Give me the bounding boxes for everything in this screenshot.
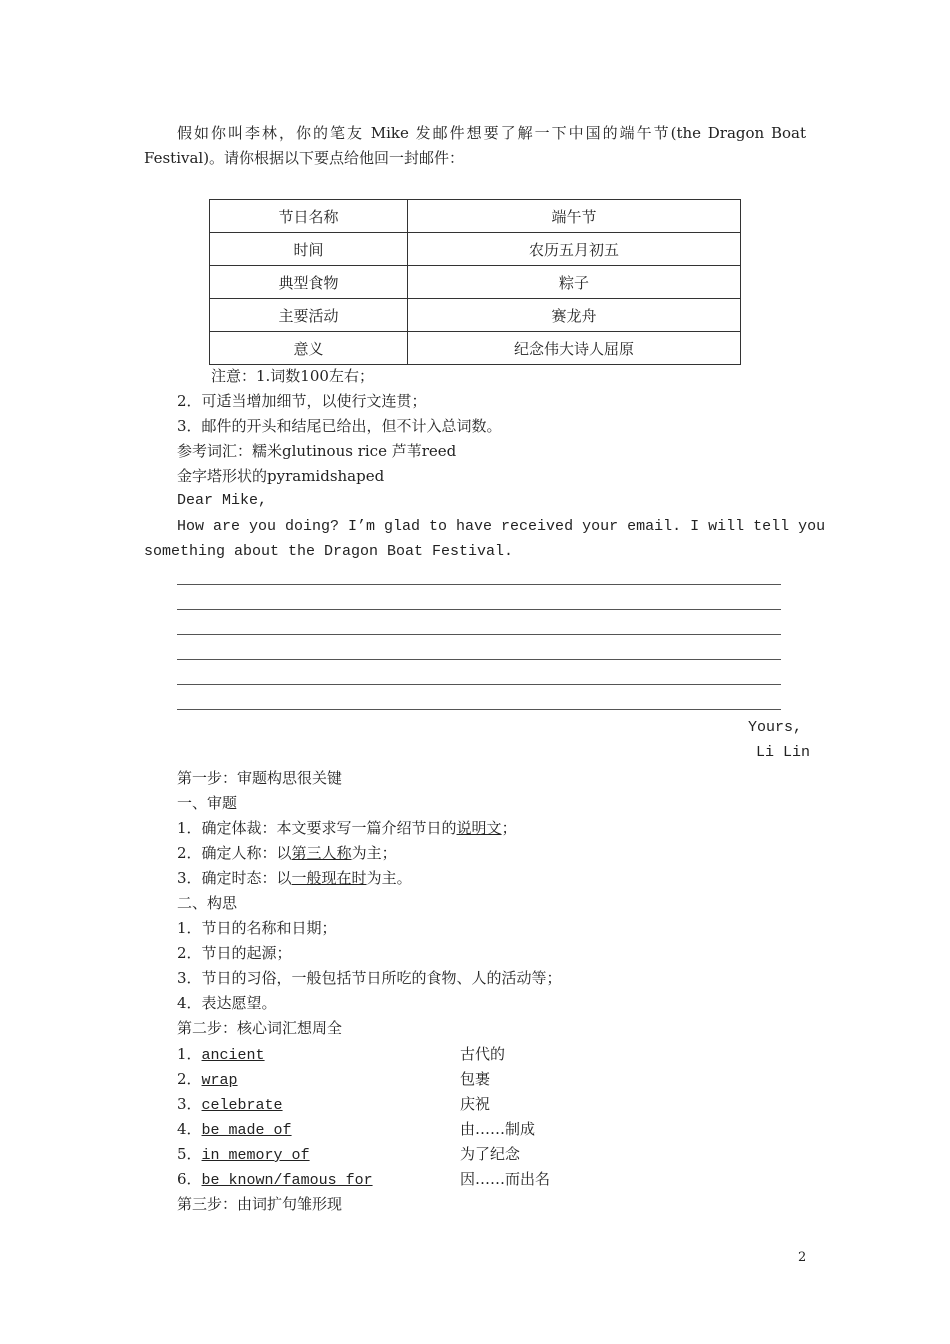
vocab-english: wrap <box>201 1072 238 1089</box>
vocab-num: 1． <box>177 1045 202 1063</box>
writing-line <box>177 684 781 685</box>
table-row <box>210 266 741 299</box>
vocab-reference: 参考词汇：糯米glutinous rice 芦苇reed <box>177 442 457 460</box>
letter-closing: Yours, <box>748 719 803 736</box>
festival-info-table <box>209 199 741 365</box>
note-3: 3．邮件的开头和结尾已给出，但不计入总词数。 <box>177 417 502 435</box>
item-text: ； <box>501 819 517 837</box>
concept-item-3: 3．节日的习俗，一般包括节日所吃的食物、人的活动等； <box>177 969 562 987</box>
step1-item-3 <box>177 868 412 888</box>
step2-title: 第二步：核心词汇想周全 <box>177 1019 343 1037</box>
answer-underlined: 一般现在时 <box>291 869 367 887</box>
vocab-item <box>177 1044 265 1066</box>
table-cell-value: 赛龙舟 <box>408 299 741 332</box>
note-2: 2．可适当增加细节，以使行文连贯； <box>177 392 427 410</box>
prompt-line-2: Festival)。请你根据以下要点给他回一封邮件： <box>144 149 465 167</box>
table-cell-value: 端午节 <box>408 200 741 233</box>
writing-line <box>177 634 781 635</box>
letter-signature: Li Lin <box>756 744 811 761</box>
vocab-item <box>177 1169 373 1191</box>
step3-title: 第三步：由词扩句雏形现 <box>177 1195 343 1213</box>
step1-section-1: 一、审题 <box>177 794 238 812</box>
step1-item-1 <box>177 818 517 838</box>
writing-line <box>177 709 781 710</box>
item-text: 3．确定时态：以 <box>177 869 292 887</box>
table-row <box>210 200 741 233</box>
vocab-chinese: 庆祝 <box>460 1095 491 1113</box>
table-cell-label: 主要活动 <box>210 299 408 332</box>
table-row <box>210 233 741 266</box>
table-cell-label: 时间 <box>210 233 408 266</box>
vocab-item <box>177 1119 292 1141</box>
table-row <box>210 332 741 365</box>
vocab-num: 6． <box>177 1170 202 1188</box>
letter-body-line-1: How are you doing? I’m glad to have received your email. I will tell you <box>177 518 826 535</box>
writing-line <box>177 659 781 660</box>
concept-item-1: 1．节日的名称和日期； <box>177 919 337 937</box>
vocab-reference-2: 金字塔形状的pyramidshaped <box>177 467 385 485</box>
writing-line <box>177 609 781 610</box>
concept-item-4: 4．表达愿望。 <box>177 994 277 1012</box>
item-text: 2．确定人称：以 <box>177 844 292 862</box>
table-cell-label: 节日名称 <box>210 200 408 233</box>
item-text: 1．确定体裁：本文要求写一篇介绍节日的 <box>177 819 457 837</box>
vocab-english: ancient <box>201 1047 265 1064</box>
note-1: 注意：1.词数100左右； <box>211 367 374 385</box>
table-row <box>210 299 741 332</box>
step1-section-2: 二、构思 <box>177 894 238 912</box>
writing-line <box>177 584 781 585</box>
vocab-num: 2． <box>177 1070 202 1088</box>
page-number: 2 <box>798 1250 807 1265</box>
letter-body-line-2: something about the Dragon Boat Festival. <box>144 543 514 560</box>
answer-underlined: 第三人称 <box>291 844 352 862</box>
concept-item-2: 2．节日的起源； <box>177 944 292 962</box>
vocab-english: celebrate <box>201 1097 283 1114</box>
vocab-english: be known/famous for <box>201 1172 373 1189</box>
table-cell-value: 纪念伟大诗人屈原 <box>408 332 741 365</box>
vocab-chinese: 因……而出名 <box>460 1170 551 1188</box>
vocab-english: be made of <box>201 1122 292 1139</box>
item-text: 为主。 <box>366 869 412 887</box>
vocab-item <box>177 1069 238 1091</box>
table-cell-value: 粽子 <box>408 266 741 299</box>
vocab-num: 5． <box>177 1145 202 1163</box>
vocab-item <box>177 1144 310 1166</box>
vocab-num: 4． <box>177 1120 202 1138</box>
step1-title: 第一步：审题构思很关键 <box>177 769 343 787</box>
table-cell-value: 农历五月初五 <box>408 233 741 266</box>
vocab-chinese: 由……制成 <box>460 1120 536 1138</box>
table-cell-label: 典型食物 <box>210 266 408 299</box>
vocab-chinese: 古代的 <box>460 1045 506 1063</box>
vocab-num: 3． <box>177 1095 202 1113</box>
prompt-line-1: 假如你叫李林，你的笔友 Mike 发邮件想要了解一下中国的端午节(the Dragon Boat <box>177 124 806 142</box>
vocab-item <box>177 1094 283 1116</box>
answer-underlined: 说明文 <box>456 819 502 837</box>
item-text: 为主； <box>351 844 397 862</box>
table-cell-label: 意义 <box>210 332 408 365</box>
vocab-chinese: 为了纪念 <box>460 1145 521 1163</box>
vocab-chinese: 包裹 <box>460 1070 491 1088</box>
vocab-english: in memory of <box>201 1147 310 1164</box>
letter-salutation: Dear Mike, <box>177 492 268 509</box>
step1-item-2 <box>177 843 397 863</box>
